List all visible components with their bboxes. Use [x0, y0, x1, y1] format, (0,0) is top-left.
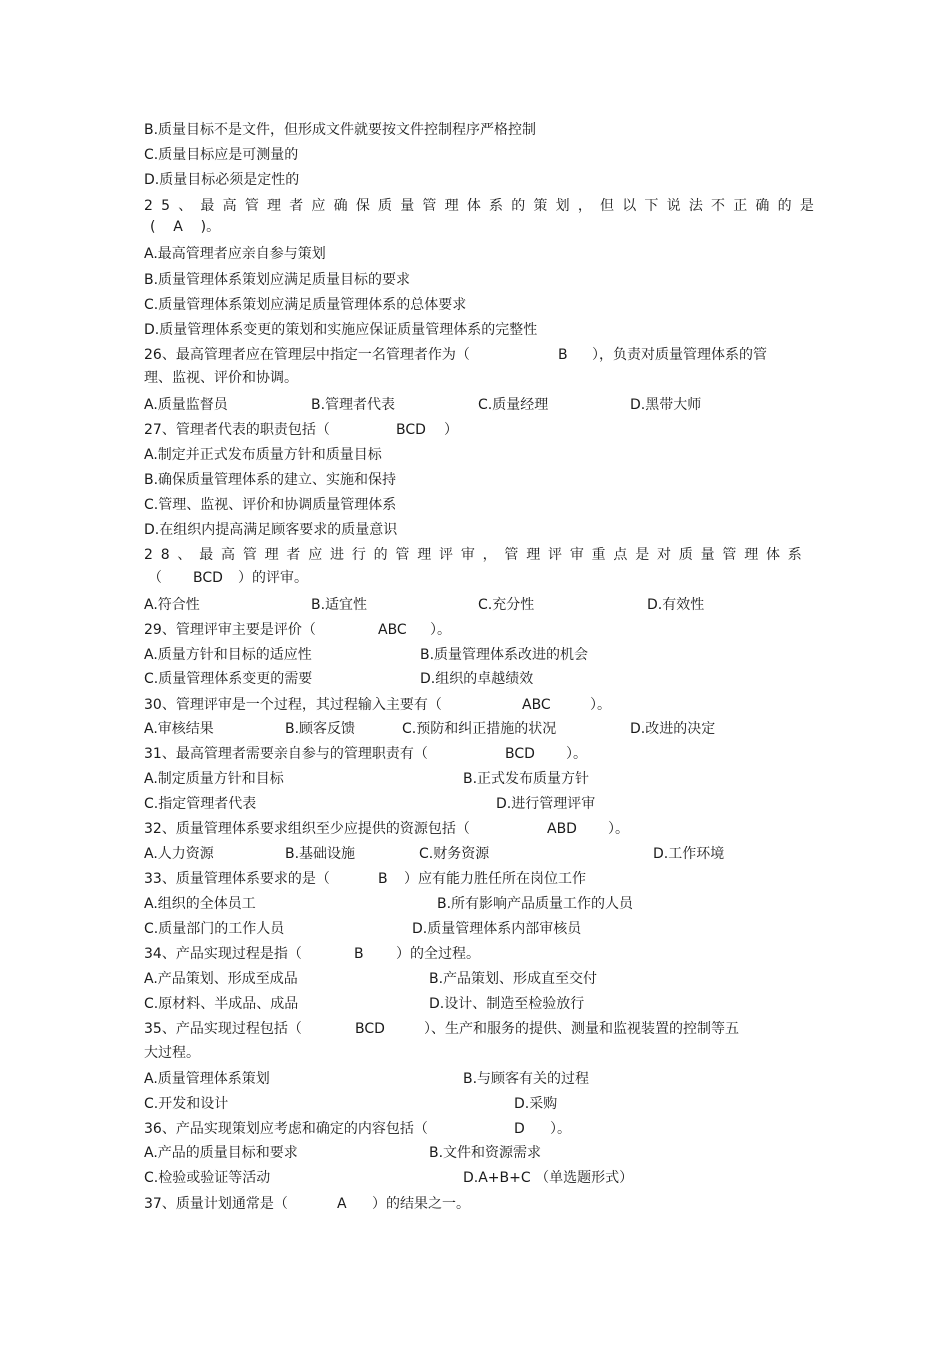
- q29-option-a: A.质量方针和目标的适应性: [144, 647, 312, 663]
- q34-option-d: D.设计、制造至检验放行: [429, 996, 585, 1012]
- q29-stem: 29、管理评审主要是评价（: [144, 622, 316, 638]
- q28-option-b: B.适宜性: [311, 597, 368, 613]
- q26-stem-end: ），负责对质量管理体系的管: [592, 347, 767, 363]
- q35-option-d: D.采购: [514, 1096, 558, 1112]
- q27-stem-end: ）: [444, 422, 458, 438]
- q26-stem: 26、最高管理者应在管理层中指定一名管理者作为（: [144, 347, 470, 363]
- q36-option-b: B.文件和资源需求: [429, 1145, 542, 1161]
- q29-option-c: C.质量管理体系变更的需要: [144, 671, 313, 687]
- q34-option-a: A.产品策划、形成至成品: [144, 971, 298, 987]
- q30-option-b: B.顾客反馈: [285, 721, 356, 737]
- q32-option-b: B.基础设施: [285, 846, 356, 862]
- q24-option-d: D.质量目标必须是定性的: [144, 172, 300, 188]
- q27-option-d: D.在组织内提高满足顾客要求的质量意识: [144, 522, 398, 538]
- q33-option-a: A.组织的全体员工: [144, 896, 256, 912]
- q30-option-d: D.改进的决定: [630, 721, 716, 737]
- q31-answer: BCD: [505, 746, 535, 762]
- q26-option-d: D.黑带大师: [630, 397, 702, 413]
- q37-stem: 37、质量计划通常是（: [144, 1196, 288, 1212]
- q33-stem-end: ）应有能力胜任所在岗位工作: [404, 871, 586, 887]
- q25-stem: 25、最高管理者应确保质量管理体系的策划，但以下说法不正确的是: [144, 198, 823, 214]
- q26-option-a: A.质量监督员: [144, 397, 228, 413]
- q37-stem-end: ）的结果之一。: [372, 1196, 470, 1212]
- q34-option-b: B.产品策划、形成直至交付: [429, 971, 598, 987]
- q35-stem-cont: 大过程。: [144, 1045, 200, 1061]
- q30-stem-end: ）。: [590, 697, 611, 713]
- q33-option-c: C.质量部门的工作人员: [144, 921, 285, 937]
- q31-option-b: B.正式发布质量方针: [463, 771, 590, 787]
- q32-option-d: D.工作环境: [653, 846, 725, 862]
- q28-option-c: C.充分性: [478, 597, 535, 613]
- q24-option-b: B.质量目标不是文件，但形成文件就要按文件控制程序严格控制: [144, 122, 537, 138]
- q28-option-d: D.有效性: [647, 597, 705, 613]
- q35-answer: BCD: [355, 1021, 385, 1037]
- q32-stem-end: ）。: [608, 821, 629, 837]
- q33-option-b: B.所有影响产品质量工作的人员: [437, 896, 634, 912]
- q34-answer: B: [354, 946, 364, 962]
- q28-option-a: A.符合性: [144, 597, 200, 613]
- q25-option-c: C.质量管理体系策划应满足质量管理体系的总体要求: [144, 297, 467, 313]
- q33-answer: B: [378, 871, 388, 887]
- q35-option-a: A.质量管理体系策划: [144, 1071, 270, 1087]
- q26-option-c: C.质量经理: [478, 397, 549, 413]
- q29-option-d: D.组织的卓越绩效: [420, 671, 534, 687]
- q35-option-c: C.开发和设计: [144, 1096, 229, 1112]
- q33-stem: 33、质量管理体系要求的是（: [144, 871, 330, 887]
- q31-stem: 31、最高管理者需要亲自参与的管理职责有（: [144, 746, 428, 762]
- q25-option-a: A.最高管理者应亲自参与策划: [144, 246, 326, 262]
- q29-answer: ABC: [378, 622, 407, 638]
- q35-stem: 35、产品实现过程包括（: [144, 1021, 302, 1037]
- q26-answer: B: [558, 347, 568, 363]
- q30-stem: 30、管理评审是一个过程，其过程输入主要有（: [144, 697, 442, 713]
- q26-stem-cont: 理、监视、评价和协调。: [144, 370, 298, 386]
- q32-stem: 32、质量管理体系要求组织至少应提供的资源包括（: [144, 821, 470, 837]
- q28-stem: 28、最高管理者应进行的管理评审，管理评审重点是对质量管理体系: [144, 547, 810, 563]
- q28-paren-open: （: [148, 570, 162, 586]
- q35-option-b: B.与顾客有关的过程: [463, 1071, 590, 1087]
- q27-option-b: B.确保质量管理体系的建立、实施和保持: [144, 472, 397, 488]
- q35-stem-end: ）、生产和服务的提供、测量和监视装置的控制等五: [424, 1021, 739, 1037]
- q25-answer: ( A )。: [150, 219, 221, 235]
- q34-stem-end: ）的全过程。: [396, 946, 480, 962]
- q36-option-c: C.检验或验证等活动: [144, 1170, 271, 1186]
- q33-option-d: D.质量管理体系内部审核员: [412, 921, 582, 937]
- q28-answer: BCD: [193, 570, 223, 586]
- q36-answer: D: [514, 1121, 525, 1137]
- q31-option-c: C.指定管理者代表: [144, 796, 257, 812]
- q32-option-a: A.人力资源: [144, 846, 214, 862]
- q30-answer: ABC: [522, 697, 551, 713]
- q31-option-d: D.进行管理评审: [496, 796, 596, 812]
- q30-option-c: C.预防和纠正措施的状况: [402, 721, 557, 737]
- q25-option-b: B.质量管理体系策划应满足质量目标的要求: [144, 272, 411, 288]
- q24-option-c: C.质量目标应是可测量的: [144, 147, 299, 163]
- q27-option-c: C.管理、监视、评价和协调质量管理体系: [144, 497, 397, 513]
- q29-stem-end: ）。: [430, 622, 451, 638]
- q36-option-a: A.产品的质量目标和要求: [144, 1145, 298, 1161]
- q27-option-a: A.制定并正式发布质量方针和质量目标: [144, 447, 382, 463]
- q25-option-d: D.质量管理体系变更的策划和实施应保证质量管理体系的完整性: [144, 322, 538, 338]
- q27-answer: BCD: [396, 422, 426, 438]
- q30-option-a: A.审核结果: [144, 721, 214, 737]
- q27-stem: 27、管理者代表的职责包括（: [144, 422, 330, 438]
- q36-stem: 36、产品实现策划应考虑和确定的内容包括（: [144, 1121, 428, 1137]
- q32-option-c: C.财务资源: [419, 846, 490, 862]
- q28-stem-end: ）的评审。: [238, 570, 308, 586]
- q26-option-b: B.管理者代表: [311, 397, 396, 413]
- q32-answer: ABD: [547, 821, 577, 837]
- q37-answer: A: [337, 1196, 347, 1212]
- q34-stem: 34、产品实现过程是指（: [144, 946, 302, 962]
- q34-option-c: C.原材料、半成品、成品: [144, 996, 299, 1012]
- q31-option-a: A.制定质量方针和目标: [144, 771, 284, 787]
- q29-option-b: B.质量管理体系改进的机会: [420, 647, 589, 663]
- q36-option-d: D.A+B+C （单选题形式）: [463, 1170, 634, 1186]
- q31-stem-end: ）。: [566, 746, 587, 762]
- q36-stem-end: ）。: [550, 1121, 571, 1137]
